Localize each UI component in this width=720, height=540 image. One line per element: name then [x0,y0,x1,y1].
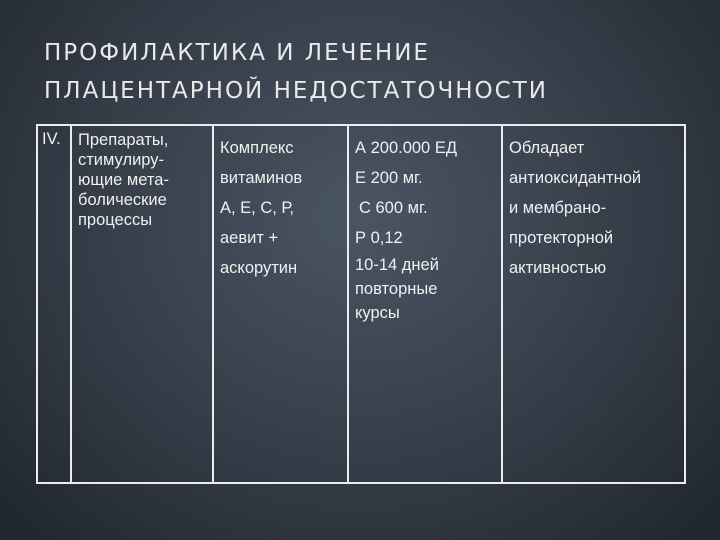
complex-line: Комплекс [220,139,294,157]
drugs-line: Препараты, [78,131,169,149]
drugs-line: стимулиру- [78,151,165,169]
effect-line: и мембрано- [509,199,607,217]
effect-cell [502,125,685,483]
dosage-line: курсы [355,304,400,322]
dosage-line: А 200.000 ЕД [355,139,457,157]
treatment-table [36,124,686,484]
dosage-line: Е 200 мг. [355,169,423,187]
dosage-line: 10-14 дней [355,256,439,274]
slide-title [44,34,684,110]
drugs-line: болические [78,191,167,209]
dosage-line: Р 0,12 [355,229,403,247]
row-number: IV. [42,130,61,148]
effect-line: Обладает [509,139,585,157]
dosage-line: С 600 мг. [359,199,428,217]
slide-title-line-1: ПРОФИЛАКТИКА И ЛЕЧЕНИЕ [44,40,430,66]
effect-line: активностью [509,259,607,277]
complex-cell [213,125,348,483]
table-row [37,125,685,483]
effect-line: протекторной [509,229,614,247]
drugs-cell [71,125,213,483]
complex-line: А, Е, С, Р, [220,199,294,217]
row-number-cell [37,125,71,483]
dosage-line: повторные [355,280,438,298]
complex-line: витаминов [220,169,303,187]
complex-line: аскорутин [220,259,298,277]
slide-title-line-2: ПЛАЦЕНТАРНОЙ НЕДОСТАТОЧНОСТИ [44,78,548,104]
effect-line: антиоксидантной [509,169,642,187]
complex-line: аевит + [220,229,279,247]
drugs-line: процессы [78,211,153,229]
drugs-line: ющие мета- [78,171,169,189]
dosage-cell [348,125,502,483]
